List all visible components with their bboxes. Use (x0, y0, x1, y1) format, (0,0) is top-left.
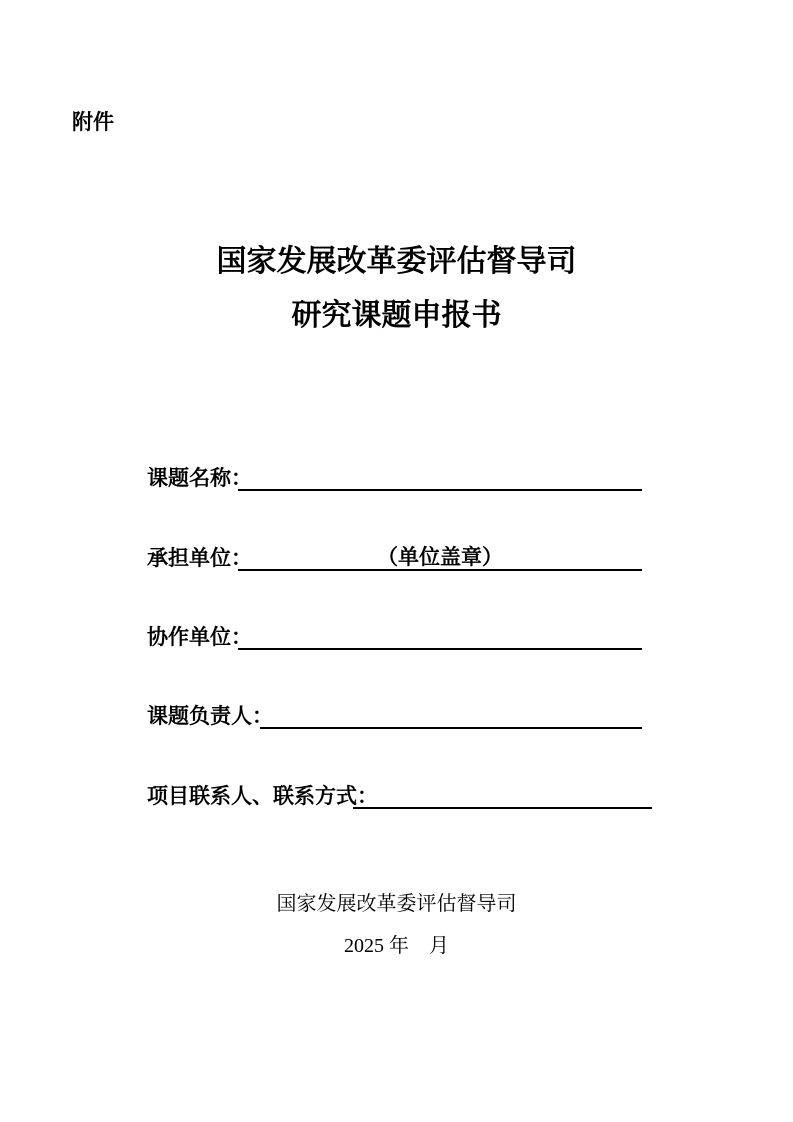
undertaking-unit-label: 承担单位： (147, 547, 252, 570)
cooperating-unit-blank-line (238, 623, 642, 650)
field-row-project-leader (147, 702, 642, 729)
footer-date: 2025 年 月 (344, 935, 449, 957)
document-title-line1: 国家发展改革委评估督导司 (216, 245, 577, 278)
project-contact-blank-line (353, 782, 652, 809)
field-row-project-name (147, 464, 642, 491)
project-contact-label: 项目联系人、联系方式： (147, 785, 378, 808)
project-leader-blank-line (260, 702, 642, 729)
project-name-label: 课题名称： (147, 467, 252, 490)
document-title-line2: 研究课题申报书 (291, 299, 502, 332)
project-name-blank-line (238, 464, 642, 491)
field-row-undertaking-unit (147, 544, 642, 571)
cooperating-unit-label: 协作单位： (147, 626, 252, 649)
field-row-project-contact (147, 782, 652, 809)
unit-seal-note: （单位盖章） (377, 546, 503, 569)
project-leader-label: 课题负责人： (147, 705, 273, 728)
undertaking-unit-blank-line (238, 544, 642, 571)
field-row-cooperating-unit (147, 623, 642, 650)
footer-organization: 国家发展改革委评估督导司 (276, 893, 517, 915)
attachment-label: 附件 (72, 111, 114, 134)
